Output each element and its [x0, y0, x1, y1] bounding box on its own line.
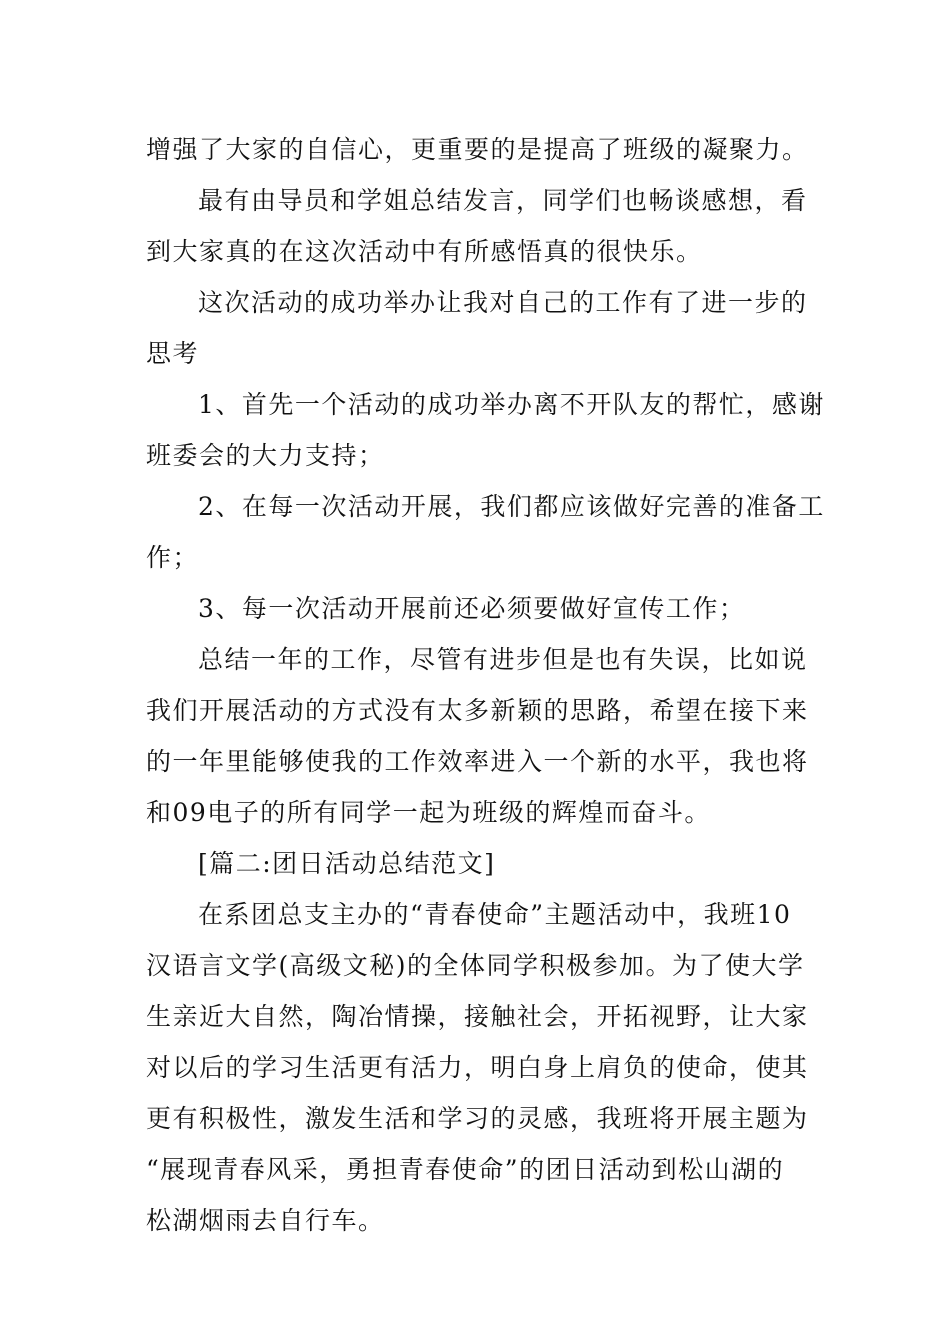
text-line-6: 1、首先一个活动的成功举办离不开队友的帮忙，感谢: [198, 390, 825, 419]
text-line-21: “展现青春风采，勇担青春使命”的团日活动到松山湖的: [146, 1155, 785, 1184]
text-line-16: 在系团总支主办的“青春使命”主题活动中，我班10: [198, 900, 792, 929]
text-line-8: 2、在每一次活动开展，我们都应该做好完善的准备工: [198, 492, 825, 521]
text-line-10: 3、每一次活动开展前还必须要做好宣传工作；: [198, 594, 746, 623]
text-line-14: 和09电子的所有同学一起为班级的辉煌而奋斗。: [146, 798, 711, 827]
text-line-3: 到大家真的在这次活动中有所感悟真的很快乐。: [146, 237, 703, 266]
text-line-5: 思考: [146, 339, 200, 368]
text-line-12: 我们开展活动的方式没有太多新颖的思路，希望在接下来: [146, 696, 809, 725]
text-line-20: 更有积极性，激发生活和学习的灵感，我班将开展主题为: [146, 1104, 809, 1133]
text-line-18: 生亲近大自然，陶冶情操，接触社会，开拓视野，让大家: [146, 1002, 809, 1031]
text-line-19: 对以后的学习生活更有活力，明白身上肩负的使命，使其: [146, 1053, 809, 1082]
text-line-17: 汉语言文学(高级文秘)的全体同学积极参加。为了使大学: [146, 951, 805, 980]
text-line-7: 班委会的大力支持；: [146, 441, 385, 470]
text-line-22: 松湖烟雨去自行车。: [146, 1206, 385, 1235]
text-line-2: 最有由导员和学姐总结发言，同学们也畅谈感想，看: [198, 186, 808, 215]
text-line-13: 的一年里能够使我的工作效率进入一个新的水平，我也将: [146, 747, 809, 776]
text-line-11: 总结一年的工作，尽管有进步但是也有失误，比如说: [198, 645, 808, 674]
document-body: [146, 124, 825, 1246]
text-line-9: 作；: [146, 543, 200, 572]
text-line-4: 这次活动的成功举办让我对自己的工作有了进一步的: [198, 288, 808, 317]
section-heading: [篇二:团日活动总结范文]: [198, 849, 496, 878]
text-line-1: 增强了大家的自信心，更重要的是提高了班级的凝聚力。: [146, 135, 809, 164]
